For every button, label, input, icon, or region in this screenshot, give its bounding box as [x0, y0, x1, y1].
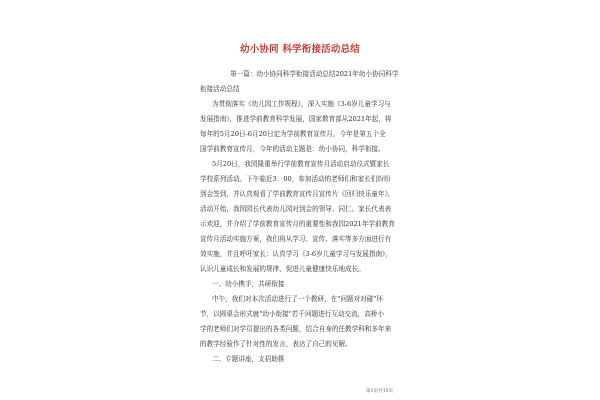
paragraph-line: 国学前教育宣传月，今年的活动主题是：幼小协同，科学衔接。	[200, 145, 385, 153]
section-heading: 一、幼小携手，共研衔接	[212, 280, 285, 288]
paragraph-line: 发展指南》，推进学前教育科学发展，国家教育部从2021年起，将	[200, 115, 392, 123]
paragraph-line: 示欢迎，并介绍了学前教育宣传月的重要性和我园2021年学前教育	[200, 220, 395, 228]
section-heading: 二、专题讲座，支招助推	[212, 355, 285, 363]
paragraph-line: 活动开始，我园园长代表幼儿园对到会的领导、同仁、家长代表表	[200, 205, 392, 213]
paragraph-line: 学的老师们对学员提出的各类问题，结合自身的任教学科和多年来	[200, 325, 392, 333]
paragraph-line: 到会签到，并认真观看了学前教育宣传月宣传片《回归快乐童年》。	[200, 190, 395, 198]
paragraph-line: 的教学经验作了针对性的发言，表达了自己的见解。	[200, 340, 352, 348]
paragraph-line: 认识儿童成长和发展的规律，促进儿童健康快乐地成长。	[200, 265, 365, 273]
paragraph-line: 第一篇：幼小协同科学衔接活动总结2021年幼小协同科学	[230, 70, 399, 78]
document-title: 幼小协同 科学衔接活动总结	[240, 44, 360, 55]
paragraph-line: 节，以圆桌会形式就"幼小衔接"若干问题进行互动交流，高桥小	[200, 310, 385, 318]
paragraph-line: 5月20日，我园隆重举行学前教育宣传月活动启动仪式暨家长	[212, 160, 390, 168]
paragraph-line: 宣传月活动实施方案，我们将从学习、宣传、落实等多方面进行有	[200, 235, 392, 243]
paragraph-line: 效实施，并且呼吁家长：认真学习《3-6岁儿童学习与发展指南》，	[200, 250, 392, 258]
paragraph-line: 学校系列活动。下午临近3：00，参加活动的老师们和家长们纷纷	[200, 175, 391, 183]
paragraph-line: 每年的5月20日-6月20日定为学前教育宣传月，今年是第五个全	[200, 130, 386, 138]
paragraph-line: 中午，我们对本次活动进行了一个教研，在"问题对对碰"环	[212, 295, 383, 303]
paragraph-line: 为贯彻落实《幼儿园工作规程》，深入实施《3-6岁儿童学习与	[212, 100, 391, 108]
paragraph-line: 衔接活动总结	[200, 85, 240, 93]
page-number: 第1页共15页	[366, 389, 394, 394]
